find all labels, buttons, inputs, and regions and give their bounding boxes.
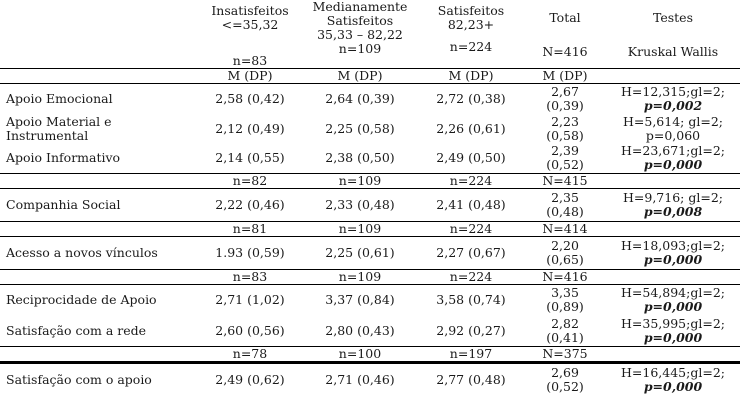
header-empty	[0, 0, 198, 69]
table-row: Apoio Emocional 2,58 (0,42) 2,64 (0,39) 2,72 (0,38) 2,67 (0,39) H=12,315;gl=2; p=0,002	[6, 83, 725, 113]
table-row: Satisfação com o apoio 2,49 (0,62) 2,71 (0,46) 2,77 (0,48) 2,69 (0,52) H=16,445;gl=2; p=0,000	[0, 363, 740, 397]
header-medianamente: Medianamente Satisfeitos 35,33 – 82,22 n=109	[312, 0, 408, 56]
table-row: Apoio Material e Instrumental 2,12 (0,49) 2,25 (0,58) 2,26 (0,61) 2,23 (0,58) H=5,614; gl=2; p=0,060	[6, 113, 723, 143]
header-row	[0, 0, 740, 69]
table-row: Reciprocidade de Apoio 2,71 (1,02) 3,37 (0,84) 3,58 (0,74) 3,35 (0,89) H=54,894;gl=2; p=0,000	[6, 285, 725, 315]
header-total: Total N=416	[542, 10, 588, 59]
table-row: Apoio Informativo 2,14 (0,55) 2,38 (0,50) 2,49 (0,50) 2,39 (0,52) H=23,671;gl=2; p=0,000	[6, 143, 725, 173]
n-row: n=78 n=100 n=197 N=375	[0, 347, 740, 363]
table-row: Acesso a novos vínculos 1.93 (0,59) 2,25 (0,61) 2,27 (0,67) 2,20 (0,65) H=18,093;gl=2; p=0,000	[6, 238, 725, 267]
table-row: Companhia Social 2,22 (0,46) 2,33 (0,48) 2,41 (0,48) 2,35 (0,48) H=9,716; gl=2; p=0,008	[6, 190, 723, 219]
header-testes: Testes Kruskal Wallis	[627, 10, 719, 59]
table-row: Satisfação com a rede 2,60 (0,56) 2,80 (0,43) 2,92 (0,27) 2,82 (0,41) H=35,995;gl=2; p=0,000	[6, 315, 725, 345]
n-row: n=81 n=109 n=224 N=414	[0, 222, 740, 237]
n-row: n=83 n=109 n=224 N=416	[0, 270, 740, 285]
header-insatisfeitos: Insatisfeitos <=35,32 n=83	[211, 3, 289, 68]
mdp-row: M (DP) M (DP) M (DP) M (DP)	[0, 69, 740, 84]
header-satisfeitos: Satisfeitos 82,23+ n=224	[437, 3, 505, 54]
n-row: n=82 n=109 n=224 N=415	[0, 174, 740, 189]
